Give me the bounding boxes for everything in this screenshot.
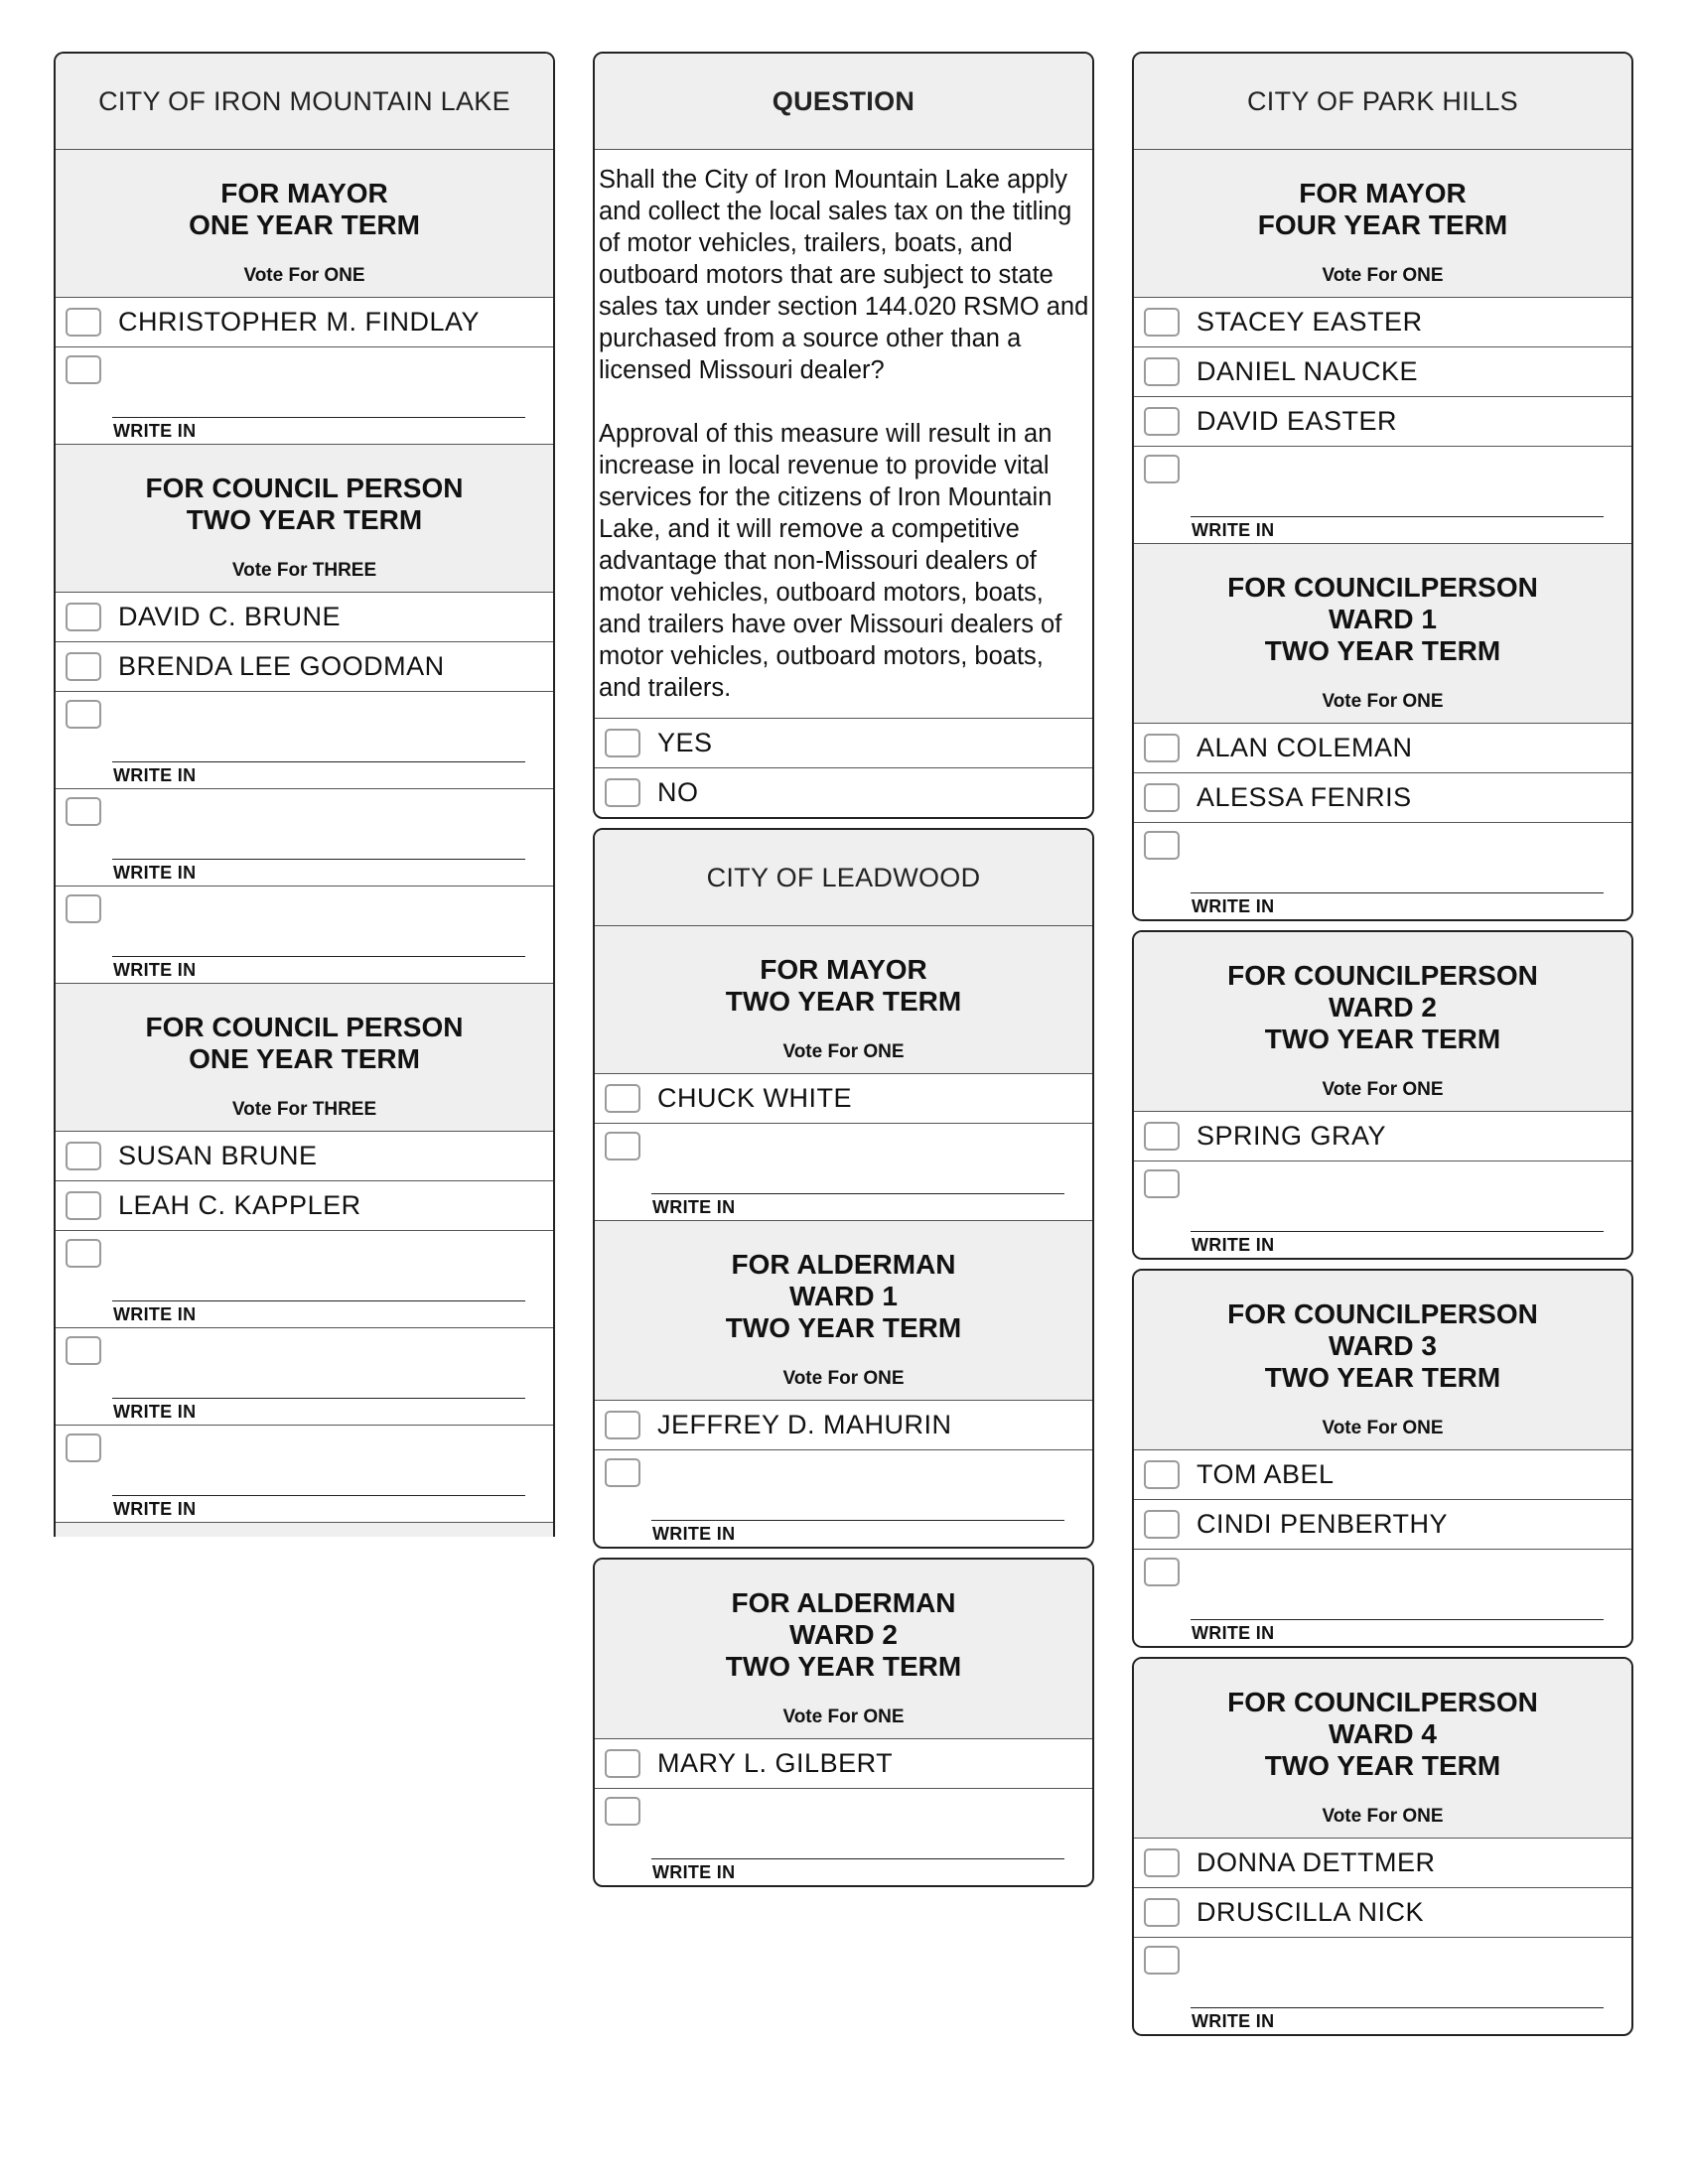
vote-checkbox[interactable] (1144, 407, 1180, 436)
vote-checkbox[interactable] (1144, 1848, 1180, 1877)
race-title: FOR COUNCILPERSON WARD 2 TWO YEAR TERM (1227, 960, 1538, 1054)
candidate-name: SUSAN BRUNE (118, 1141, 318, 1170)
column-park-hills (1132, 52, 1633, 2045)
vote-checkbox[interactable] (605, 1132, 640, 1160)
vote-checkbox[interactable] (1144, 1510, 1180, 1539)
vote-checkbox[interactable] (66, 1433, 101, 1462)
vote-checkbox[interactable] (66, 603, 101, 631)
vote-checkbox[interactable] (1144, 831, 1180, 860)
write-in-line[interactable] (112, 761, 525, 762)
question-paragraph-1: Shall the City of Iron Mountain Lake apply and collect the local sales tax on the titling of motor vehicles, trailers, boats, and outboard motors that are subject to state sales tax under section 144.020 RSMO and purchased from a source other than a licensed Missouri dealer? (599, 166, 1089, 384)
vote-checkbox[interactable] (1144, 1558, 1180, 1586)
candidate-name: DAVID C. BRUNE (118, 602, 342, 631)
vote-for-label: Vote For ONE (782, 1706, 905, 1727)
candidate-name: JEFFREY D. MAHURIN (657, 1410, 952, 1439)
race-title: FOR COUNCILPERSON WARD 4 TWO YEAR TERM (1227, 1687, 1538, 1781)
write-in-label: WRITE IN (1192, 520, 1275, 540)
candidate-option[interactable] (1134, 1888, 1631, 1938)
write-in-label: WRITE IN (652, 1524, 736, 1544)
race-header-council-two-year (56, 445, 553, 593)
write-in-slot[interactable] (56, 347, 553, 445)
write-in-line[interactable] (651, 1193, 1064, 1194)
candidate-option[interactable] (595, 1401, 1092, 1450)
write-in-label: WRITE IN (113, 421, 197, 441)
race-title: FOR MAYOR FOUR YEAR TERM (1257, 178, 1508, 240)
write-in-label: WRITE IN (113, 1402, 197, 1422)
write-in-slot[interactable] (1134, 1161, 1631, 1258)
vote-for-label: Vote For ONE (1322, 265, 1444, 286)
race-header-council-one-year (56, 984, 553, 1132)
question-box (593, 52, 1094, 819)
race-title: FOR ALDERMAN WARD 2 TWO YEAR TERM (725, 1587, 962, 1682)
contest-box-park-hills (1132, 52, 1633, 921)
write-in-label: WRITE IN (113, 1499, 197, 1519)
race-title: FOR MAYOR ONE YEAR TERM (189, 178, 420, 240)
contest-box-park-hills-ward-4 (1132, 1657, 1633, 2036)
column-question-leadwood (593, 52, 1094, 1896)
candidate-name: DAVID EASTER (1196, 406, 1398, 436)
candidate-option[interactable] (595, 1074, 1092, 1124)
candidate-name: BRENDA LEE GOODMAN (118, 651, 445, 681)
vote-checkbox[interactable] (605, 778, 640, 807)
city-header: CITY OF IRON MOUNTAIN LAKE (56, 54, 553, 150)
race-title: FOR COUNCIL PERSON ONE YEAR TERM (145, 1012, 464, 1074)
race-title: FOR COUNCILPERSON WARD 1 TWO YEAR TERM (1227, 572, 1538, 666)
race-header-ward-2 (1134, 932, 1631, 1112)
candidate-name: DRUSCILLA NICK (1196, 1897, 1425, 1927)
option-label: NO (657, 777, 699, 807)
vote-for-label: Vote For THREE (231, 560, 377, 581)
write-in-slot[interactable] (595, 1789, 1092, 1885)
race-title: FOR COUNCILPERSON WARD 3 TWO YEAR TERM (1227, 1298, 1538, 1393)
write-in-line[interactable] (112, 1495, 525, 1496)
candidate-option[interactable] (595, 1739, 1092, 1789)
candidate-name: SPRING GRAY (1196, 1121, 1387, 1151)
write-in-label: WRITE IN (1192, 896, 1275, 916)
vote-checkbox[interactable] (66, 1239, 101, 1268)
write-in-line[interactable] (112, 956, 525, 957)
vote-checkbox[interactable] (605, 1797, 640, 1826)
write-in-label: WRITE IN (113, 765, 197, 785)
contest-box-park-hills-ward-3 (1132, 1269, 1633, 1648)
vote-checkbox[interactable] (1144, 734, 1180, 762)
vote-for-label: Vote For THREE (231, 1099, 377, 1120)
vote-checkbox[interactable] (66, 1191, 101, 1220)
write-in-label: WRITE IN (1192, 1235, 1275, 1255)
vote-checkbox[interactable] (1144, 783, 1180, 812)
question-text (595, 150, 1092, 719)
vote-checkbox[interactable] (1144, 308, 1180, 337)
write-in-slot[interactable] (595, 1450, 1092, 1547)
candidate-option[interactable] (56, 1181, 553, 1231)
write-in-label: WRITE IN (113, 1304, 197, 1324)
race-header-mayor (56, 150, 553, 298)
candidate-option[interactable] (1134, 724, 1631, 773)
write-in-line[interactable] (1191, 516, 1604, 517)
vote-for-label: Vote For ONE (782, 1041, 905, 1062)
write-in-label: WRITE IN (1192, 1623, 1275, 1643)
write-in-line[interactable] (112, 417, 525, 418)
write-in-slot[interactable] (56, 887, 553, 984)
column-iron-mountain-lake (54, 52, 555, 1546)
vote-checkbox[interactable] (605, 729, 640, 757)
race-title: FOR ALDERMAN WARD 1 TWO YEAR TERM (725, 1249, 962, 1343)
question-paragraph-2: Approval of this measure will result in an increase in local revenue to provide vital services for the citizens of Iron Mountain Lake, and it will remove a competitive advantage that non-Missouri dealers of motor vehicles, outboard motors, boats, and trailers have over Missouri dealers of motor vehicles, outboard motors, boats, and trailers. (599, 420, 1062, 702)
candidate-name: DANIEL NAUCKE (1196, 356, 1419, 386)
write-in-slot[interactable] (1134, 447, 1631, 544)
write-in-slot[interactable] (1134, 1550, 1631, 1646)
candidate-name: ALESSA FENRIS (1196, 782, 1412, 812)
write-in-line[interactable] (651, 1520, 1064, 1521)
candidate-option[interactable] (1134, 773, 1631, 823)
vote-checkbox[interactable] (66, 700, 101, 729)
race-header-mayor (1134, 150, 1631, 298)
race-header-ward-4 (1134, 1659, 1631, 1839)
candidate-name: STACEY EASTER (1196, 307, 1423, 337)
write-in-slot[interactable] (56, 692, 553, 789)
write-in-slot[interactable] (56, 1328, 553, 1426)
vote-checkbox[interactable] (1144, 1122, 1180, 1151)
candidate-name: ALAN COLEMAN (1196, 733, 1413, 762)
write-in-slot[interactable] (595, 1124, 1092, 1221)
candidate-option[interactable] (56, 1132, 553, 1181)
write-in-line[interactable] (651, 1858, 1064, 1859)
candidate-name: LEAH C. KAPPLER (118, 1190, 361, 1220)
vote-checkbox[interactable] (66, 308, 101, 337)
race-title: FOR COUNCIL PERSON TWO YEAR TERM (145, 473, 464, 535)
vote-checkbox[interactable] (66, 1142, 101, 1170)
candidate-option[interactable] (1134, 298, 1631, 347)
candidate-option[interactable] (56, 298, 553, 347)
vote-checkbox[interactable] (605, 1749, 640, 1778)
vote-checkbox[interactable] (605, 1458, 640, 1487)
candidate-name: CHUCK WHITE (657, 1083, 852, 1113)
write-in-label: WRITE IN (1192, 2011, 1275, 2031)
vote-checkbox[interactable] (66, 894, 101, 923)
write-in-label: WRITE IN (113, 960, 197, 980)
candidate-option[interactable] (56, 642, 553, 692)
vote-checkbox[interactable] (66, 797, 101, 826)
race-header-alderman-ward-1 (595, 1221, 1092, 1401)
contest-box-iron-mountain-lake (54, 52, 555, 1537)
contest-box-park-hills-ward-2 (1132, 930, 1633, 1260)
vote-for-label: Vote For ONE (1322, 691, 1444, 712)
write-in-line[interactable] (1191, 2007, 1604, 2008)
write-in-slot[interactable] (1134, 823, 1631, 919)
write-in-line[interactable] (112, 859, 525, 860)
write-in-label: WRITE IN (652, 1862, 736, 1882)
city-header: CITY OF LEADWOOD (595, 830, 1092, 926)
candidate-name: DONNA DETTMER (1196, 1847, 1436, 1877)
write-in-slot[interactable] (56, 1426, 553, 1523)
candidate-option[interactable] (56, 593, 553, 642)
race-header-ward-1 (1134, 544, 1631, 724)
candidate-name: MARY L. GILBERT (657, 1748, 894, 1778)
write-in-line[interactable] (1191, 1231, 1604, 1232)
candidate-option[interactable] (1134, 1112, 1631, 1161)
write-in-slot[interactable] (1134, 1938, 1631, 2034)
write-in-line[interactable] (112, 1300, 525, 1301)
vote-checkbox[interactable] (66, 652, 101, 681)
race-header-ward-3 (1134, 1271, 1631, 1450)
vote-for-label: Vote For ONE (243, 265, 365, 286)
vote-checkbox[interactable] (66, 355, 101, 384)
candidate-option[interactable] (1134, 347, 1631, 397)
candidate-option[interactable] (1134, 1839, 1631, 1888)
race-title: FOR MAYOR TWO YEAR TERM (725, 954, 962, 1017)
write-in-label: WRITE IN (652, 1197, 736, 1217)
vote-for-label: Vote For ONE (782, 1368, 905, 1389)
vote-checkbox[interactable] (66, 1336, 101, 1365)
candidate-name: CINDI PENBERTHY (1196, 1509, 1449, 1539)
vote-checkbox[interactable] (1144, 1460, 1180, 1489)
vote-checkbox[interactable] (1144, 1898, 1180, 1927)
write-in-slot[interactable] (56, 789, 553, 887)
vote-checkbox[interactable] (1144, 357, 1180, 386)
contest-box-leadwood-ward-2 (593, 1558, 1094, 1887)
vote-checkbox[interactable] (1144, 1169, 1180, 1198)
vote-for-label: Vote For ONE (1322, 1418, 1444, 1438)
vote-checkbox[interactable] (1144, 1946, 1180, 1975)
candidate-name: CHRISTOPHER M. FINDLAY (118, 307, 481, 337)
write-in-slot[interactable] (56, 1231, 553, 1328)
vote-checkbox[interactable] (1144, 455, 1180, 483)
write-in-line[interactable] (1191, 1619, 1604, 1620)
candidate-option[interactable] (1134, 1500, 1631, 1550)
contest-box-leadwood (593, 828, 1094, 1549)
vote-checkbox[interactable] (605, 1411, 640, 1439)
option-label: YES (657, 728, 713, 757)
race-header-alderman-ward-2 (595, 1560, 1092, 1739)
city-header: CITY OF PARK HILLS (1134, 54, 1631, 150)
question-option-no[interactable] (595, 768, 1092, 817)
candidate-name: TOM ABEL (1196, 1459, 1335, 1489)
candidate-option[interactable] (1134, 397, 1631, 447)
vote-for-label: Vote For ONE (1322, 1079, 1444, 1100)
column-end-band (56, 1523, 553, 1537)
vote-checkbox[interactable] (605, 1084, 640, 1113)
vote-for-label: Vote For ONE (1322, 1806, 1444, 1827)
race-header-mayor (595, 926, 1092, 1074)
write-in-line[interactable] (1191, 892, 1604, 893)
question-option-yes[interactable] (595, 719, 1092, 768)
write-in-label: WRITE IN (113, 863, 197, 883)
candidate-option[interactable] (1134, 1450, 1631, 1500)
question-header: QUESTION (595, 54, 1092, 150)
write-in-line[interactable] (112, 1398, 525, 1399)
